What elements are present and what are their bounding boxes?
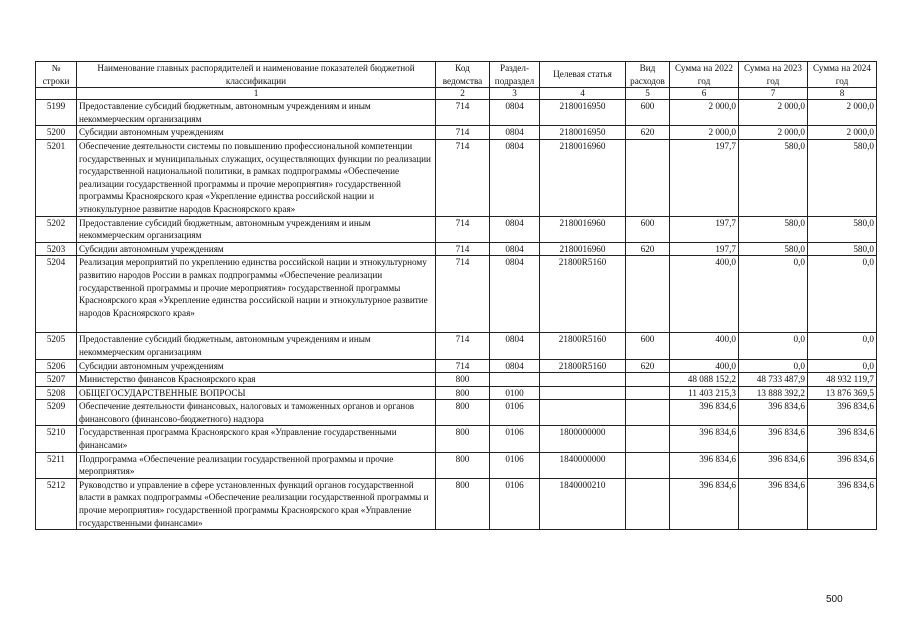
- target-article: 2180016960: [540, 216, 626, 242]
- sum-2024: 396 834,6: [808, 426, 877, 452]
- section-code: [490, 373, 540, 387]
- table-body: [36, 100, 877, 530]
- section-code: 0106: [490, 400, 540, 426]
- column-number: 2: [436, 88, 490, 100]
- section-code: 0804: [490, 333, 540, 359]
- sum-2024: 2 000,0: [808, 100, 877, 126]
- section-code: 0804: [490, 256, 540, 333]
- sum-2022: 396 834,6: [670, 478, 739, 529]
- department-code: 800: [436, 386, 490, 400]
- row-name: Государственная программа Красноярского края «Управление государственными финансами»: [77, 426, 436, 452]
- table-row: [36, 452, 877, 478]
- row-name: Обеспечение деятельности финансовых, налоговых и таможенных органов и органов финансового (финансово-бюджетного) надзора: [77, 400, 436, 426]
- expense-type: 620: [626, 242, 670, 256]
- section-code: 0106: [490, 478, 540, 529]
- row-number: 5208: [36, 386, 77, 400]
- section-code: 0100: [490, 386, 540, 400]
- sum-2024: 396 834,6: [808, 400, 877, 426]
- sum-2023: 2 000,0: [739, 100, 808, 126]
- column-number: 3: [490, 88, 540, 100]
- target-article: [540, 373, 626, 387]
- row-name: Министерство финансов Красноярского края: [77, 373, 436, 387]
- row-number: 5212: [36, 478, 77, 529]
- table-row: [36, 242, 877, 256]
- sum-2024: 580,0: [808, 242, 877, 256]
- table-row: [36, 100, 877, 126]
- row-number: 5210: [36, 426, 77, 452]
- target-article: 2180016960: [540, 242, 626, 256]
- department-code: 800: [436, 478, 490, 529]
- column-number: 1: [77, 88, 436, 100]
- sum-2022: 396 834,6: [670, 452, 739, 478]
- row-number: 5202: [36, 216, 77, 242]
- expense-type: 600: [626, 333, 670, 359]
- sum-2022: 11 403 215,3: [670, 386, 739, 400]
- section-code: 0106: [490, 426, 540, 452]
- expense-type: [626, 139, 670, 216]
- sum-2023: 580,0: [739, 139, 808, 216]
- header-section: Раздел-подраздел: [490, 62, 540, 88]
- sum-2024: 13 876 369,5: [808, 386, 877, 400]
- sum-2024: 48 932 119,7: [808, 373, 877, 387]
- department-code: 714: [436, 333, 490, 359]
- department-code: 714: [436, 139, 490, 216]
- budget-table: [35, 61, 877, 530]
- department-code: 714: [436, 100, 490, 126]
- expense-type: 620: [626, 126, 670, 140]
- row-name: Подпрограмма «Обеспечение реализации государственной программы и прочие мероприятия»: [77, 452, 436, 478]
- sum-2023: 0,0: [739, 333, 808, 359]
- column-number: [36, 88, 77, 100]
- sum-2022: 48 088 152,2: [670, 373, 739, 387]
- table-row: [36, 400, 877, 426]
- column-number: 5: [626, 88, 670, 100]
- expense-type: [626, 386, 670, 400]
- sum-2022: 197,7: [670, 216, 739, 242]
- target-article: 21800R5160: [540, 333, 626, 359]
- sum-2023: 13 888 392,2: [739, 386, 808, 400]
- column-number: 8: [808, 88, 877, 100]
- expense-type: 620: [626, 359, 670, 373]
- sum-2023: 396 834,6: [739, 452, 808, 478]
- target-article: [540, 386, 626, 400]
- table-row: [36, 478, 877, 529]
- section-code: 0804: [490, 216, 540, 242]
- row-name: Предоставление субсидий бюджетным, автономным учреждениям и иным некоммерческим организациям: [77, 100, 436, 126]
- sum-2023: 580,0: [739, 216, 808, 242]
- target-article: 2180016950: [540, 126, 626, 140]
- sum-2022: 396 834,6: [670, 426, 739, 452]
- row-number: 5209: [36, 400, 77, 426]
- table-row: [36, 373, 877, 387]
- row-number: 5200: [36, 126, 77, 140]
- sum-2023: 2 000,0: [739, 126, 808, 140]
- sum-2022: 2 000,0: [670, 126, 739, 140]
- row-name: Субсидии автономным учреждениям: [77, 126, 436, 140]
- row-name: Предоставление субсидий бюджетным, автономным учреждениям и иным некоммерческим организациям: [77, 216, 436, 242]
- table-row: [36, 126, 877, 140]
- header-sum-2022: Сумма на 2022 год: [670, 62, 739, 88]
- header-num: № строки: [36, 62, 77, 88]
- department-code: 800: [436, 400, 490, 426]
- expense-type: [626, 400, 670, 426]
- header-row: [36, 62, 877, 88]
- department-code: 800: [436, 452, 490, 478]
- row-name: Субсидии автономным учреждениям: [77, 359, 436, 373]
- expense-type: 600: [626, 216, 670, 242]
- header-expense-type: Вид расходов: [626, 62, 670, 88]
- sum-2022: 396 834,6: [670, 400, 739, 426]
- column-number: 6: [670, 88, 739, 100]
- row-name: Реализация мероприятий по укреплению единства российской нации и этнокультурному развитию народов России в рамках подпрограммы «Обеспечение реализации государственной программы и прочие мероприятия» государственной программы Красноярского края «Укрепление единства российской нации и этнокультурное развитие народов Красноярского края»: [77, 256, 436, 333]
- section-code: 0804: [490, 242, 540, 256]
- row-name: Обеспечение деятельности системы по повышению профессиональной компетенции государственных и муниципальных служащих, осуществляющих функции по реализации государственной национальной политики, в рамках подпрограммы «Обеспечение реализации государственной программы и прочие мероприятия» государственной программы Красноярского края «Укрепление единства российской нации и этнокультурное развитие народов Красноярского края»: [77, 139, 436, 216]
- expense-type: [626, 256, 670, 333]
- sum-2022: 400,0: [670, 359, 739, 373]
- sum-2023: 396 834,6: [739, 478, 808, 529]
- section-code: 0804: [490, 139, 540, 216]
- expense-type: [626, 478, 670, 529]
- target-article: 21800R5160: [540, 256, 626, 333]
- target-article: 2180016950: [540, 100, 626, 126]
- row-number: 5211: [36, 452, 77, 478]
- target-article: 2180016960: [540, 139, 626, 216]
- sum-2023: 396 834,6: [739, 426, 808, 452]
- department-code: 714: [436, 216, 490, 242]
- expense-type: [626, 373, 670, 387]
- header-sum-2023: Сумма на 2023 год: [739, 62, 808, 88]
- table-row: [36, 333, 877, 359]
- table-row: [36, 386, 877, 400]
- department-code: 800: [436, 373, 490, 387]
- sum-2023: 0,0: [739, 359, 808, 373]
- sum-2024: 0,0: [808, 256, 877, 333]
- row-number: 5204: [36, 256, 77, 333]
- row-number: 5203: [36, 242, 77, 256]
- row-number: 5205: [36, 333, 77, 359]
- table-row: [36, 139, 877, 216]
- sum-2022: 2 000,0: [670, 100, 739, 126]
- header-name: Наименование главных распорядителей и наименование показателей бюджетной классификации: [77, 62, 436, 88]
- department-code: 800: [436, 426, 490, 452]
- section-code: 0804: [490, 359, 540, 373]
- column-number: 4: [540, 88, 626, 100]
- table-row: [36, 359, 877, 373]
- table-header: [36, 62, 877, 100]
- table-row: [36, 216, 877, 242]
- target-article: [540, 400, 626, 426]
- target-article: 1840000210: [540, 478, 626, 529]
- row-number: 5206: [36, 359, 77, 373]
- expense-type: 600: [626, 100, 670, 126]
- header-code: Код ведомства: [436, 62, 490, 88]
- row-number: 5199: [36, 100, 77, 126]
- sum-2024: 396 834,6: [808, 478, 877, 529]
- target-article: 21800R5160: [540, 359, 626, 373]
- section-code: 0106: [490, 452, 540, 478]
- section-code: 0804: [490, 126, 540, 140]
- row-name: Предоставление субсидий бюджетным, автономным учреждениям и иным некоммерческим организациям: [77, 333, 436, 359]
- row-number: 5201: [36, 139, 77, 216]
- target-article: 1800000000: [540, 426, 626, 452]
- sum-2023: 48 733 487,9: [739, 373, 808, 387]
- table-row: [36, 426, 877, 452]
- sum-2023: 580,0: [739, 242, 808, 256]
- page-number: 500: [826, 594, 843, 605]
- column-number-row: [36, 88, 877, 100]
- department-code: 714: [436, 242, 490, 256]
- department-code: 714: [436, 359, 490, 373]
- sum-2024: 0,0: [808, 333, 877, 359]
- sum-2024: 580,0: [808, 139, 877, 216]
- sum-2023: 396 834,6: [739, 400, 808, 426]
- sum-2022: 400,0: [670, 256, 739, 333]
- table-row: [36, 256, 877, 333]
- sum-2024: 0,0: [808, 359, 877, 373]
- row-name: ОБЩЕГОСУДАРСТВЕННЫЕ ВОПРОСЫ: [77, 386, 436, 400]
- row-name: Руководство и управление в сфере установленных функций органов государственной власти в рамках подпрограммы «Обеспечение реализации государственной программы и прочие мероприятия» государственной программы Красноярского края «Управление государственными финансами»: [77, 478, 436, 529]
- row-name: Субсидии автономным учреждениям: [77, 242, 436, 256]
- department-code: 714: [436, 256, 490, 333]
- column-number: 7: [739, 88, 808, 100]
- sum-2023: 0,0: [739, 256, 808, 333]
- sum-2022: 400,0: [670, 333, 739, 359]
- sum-2024: 2 000,0: [808, 126, 877, 140]
- row-number: 5207: [36, 373, 77, 387]
- sum-2024: 396 834,6: [808, 452, 877, 478]
- expense-type: [626, 452, 670, 478]
- sum-2024: 580,0: [808, 216, 877, 242]
- expense-type: [626, 426, 670, 452]
- sum-2022: 197,7: [670, 139, 739, 216]
- sum-2022: 197,7: [670, 242, 739, 256]
- header-article: Целевая статья: [540, 62, 626, 88]
- section-code: 0804: [490, 100, 540, 126]
- target-article: 1840000000: [540, 452, 626, 478]
- department-code: 714: [436, 126, 490, 140]
- header-sum-2024: Сумма на 2024 год: [808, 62, 877, 88]
